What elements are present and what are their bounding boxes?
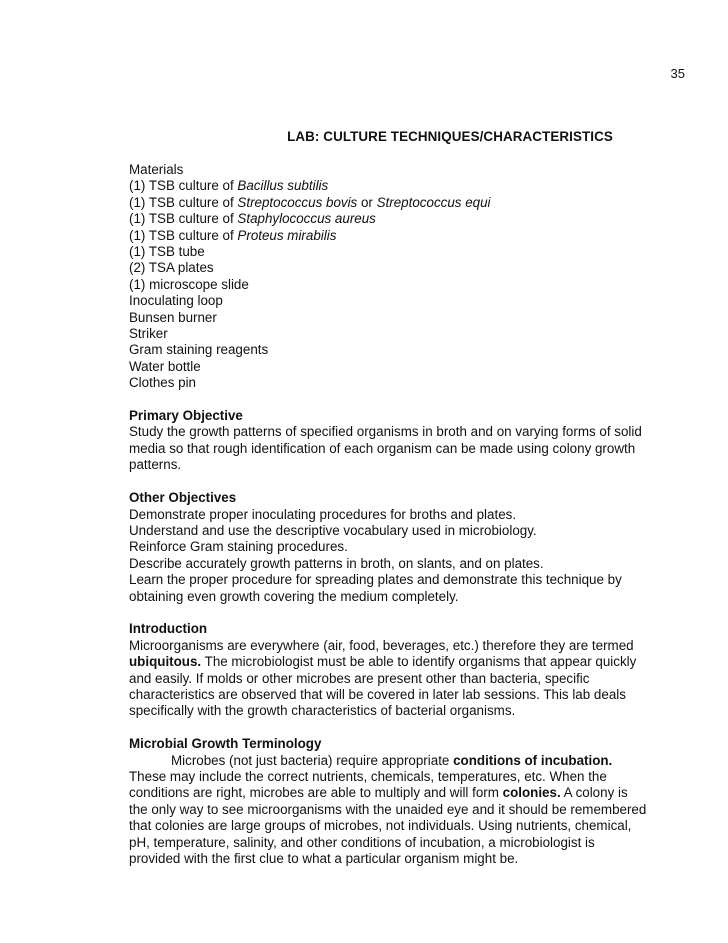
material-culture-2: (1) TSB culture of Streptococcus bovis or Streptococcus equi (129, 194, 491, 210)
paragraph-line: These may include the correct nutrients, chemicals, temperatures, etc. When the (129, 768, 607, 784)
paragraph-line: conditions are right, microbes are able to multiply and will form colonies. A colony is (129, 785, 628, 801)
objective-line: Learn the proper procedure for spreading plates and demonstrate this technique by (129, 572, 622, 588)
paragraph-line: Microbes (not just bacteria) require appropriate conditions of incubation. (171, 752, 613, 768)
material-item: Striker (129, 326, 168, 342)
paragraph-line: specifically with the growth characteristics of bacterial organisms. (129, 703, 516, 719)
material-culture-4: (1) TSB culture of Proteus mirabilis (129, 227, 337, 243)
primary-objective-heading: Primary Objective (129, 408, 243, 424)
material-item: (1) microscope slide (129, 276, 249, 292)
objective-line: Describe accurately growth patterns in broth, on slants, and on plates. (129, 555, 544, 571)
paragraph-line: and easily. If molds or other microbes are present other than bacteria, specific (129, 670, 590, 686)
lab-title: LAB: CULTURE TECHNIQUES/CHARACTERISTICS (287, 129, 613, 144)
paragraph-line: pH, temperature, salinity, and other conditions of incubation, a microbiologist is (129, 834, 595, 850)
paragraph-line: that colonies are large groups of microbes, not individuals. Using nutrients, chemical, (129, 818, 632, 834)
material-culture-3: (1) TSB culture of Staphylococcus aureus (129, 211, 376, 227)
paragraph-line: Study the growth patterns of specified organisms in broth and on varying forms of solid (129, 424, 642, 440)
material-item: Gram staining reagents (129, 342, 269, 358)
terminology-heading: Microbial Growth Terminology (129, 736, 322, 752)
paragraph-line: patterns. (129, 457, 182, 473)
paragraph-line: provided with the first clue to what a particular organism might be. (129, 851, 519, 866)
paragraph-line: characteristics are observed that will be covered in later lab sessions. This lab deals (129, 686, 626, 702)
paragraph-line: ubiquitous. The microbiologist must be able to identify organisms that appear quickly (129, 654, 637, 670)
materials-heading: Materials (129, 162, 184, 177)
objective-line: obtaining even growth covering the medium completely. (129, 588, 459, 604)
material-item: Inoculating loop (129, 293, 223, 309)
objective-line: Demonstrate proper inoculating procedures for broths and plates. (129, 506, 517, 522)
material-item: Clothes pin (129, 375, 196, 391)
document-body (129, 162, 689, 867)
objective-line: Understand and use the descriptive vocabulary used in microbiology. (129, 522, 537, 538)
objective-line: Reinforce Gram staining procedures. (129, 539, 348, 555)
paragraph-line: Microorganisms are everywhere (air, food, beverages, etc.) therefore they are termed (129, 637, 634, 653)
material-item: Bunsen burner (129, 309, 217, 325)
lab-title-row (0, 129, 728, 144)
introduction-heading: Introduction (129, 621, 208, 637)
material-culture-1: (1) TSB culture of Bacillus subtilis (129, 178, 329, 194)
paragraph-line: the only way to see microorganisms with the unaided eye and it should be remembered (129, 801, 647, 817)
other-objectives-heading: Other Objectives (129, 490, 237, 506)
paragraph-line: media so that rough identification of each organism can be made using colony growth (129, 440, 636, 456)
material-item: (2) TSA plates (129, 260, 214, 276)
material-item: (1) TSB tube (129, 244, 205, 260)
page-number: 35 (670, 66, 685, 81)
material-item: Water bottle (129, 358, 201, 374)
